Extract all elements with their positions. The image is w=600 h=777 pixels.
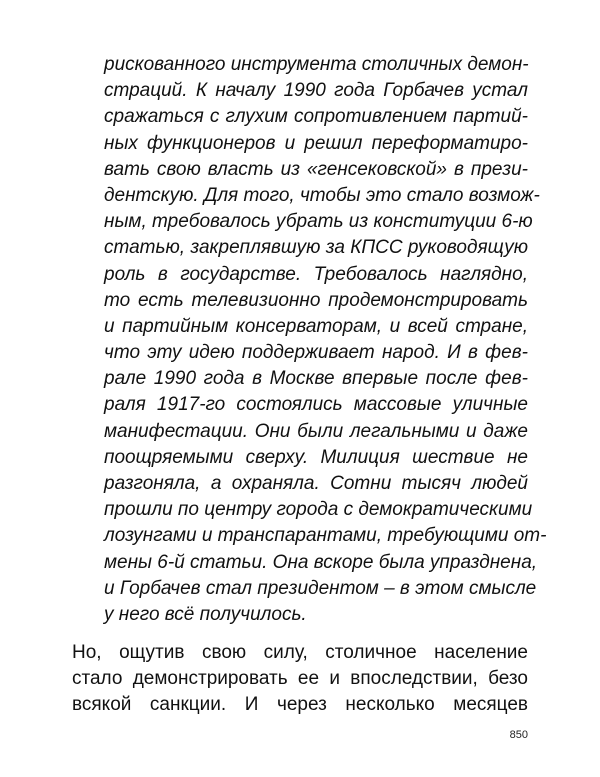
body-line: стало демонстрировать ее и впоследствии, безо [72, 668, 528, 690]
quote-line: роль в государстве. Требовалось наглядно, [104, 263, 528, 285]
quote-line: страций. К началу 1990 года Горбачев устал [104, 80, 528, 102]
quote-line: дентскую. Для того, чтобы это стало возмож- [104, 184, 540, 206]
quote-line: статью, закреплявшую за КПСС руководящую [104, 237, 528, 259]
quote-line: поощряемыми сверху. Милиция шествие не [104, 446, 528, 468]
body-line: всякой санкции. И через несколько месяцев [72, 694, 528, 716]
quote-line: прошли по центру города с демократическими [104, 499, 533, 521]
quote-line: что эту идею поддерживает народ. И в фев- [104, 342, 528, 364]
quote-line: разгоняла, а охраняла. Сотни тысяч людей [104, 473, 528, 494]
quote-line: вать свою власть из «генсековской» в прези- [104, 158, 528, 180]
quote-line: то есть телевизионно продемонстрировать [104, 289, 528, 311]
quote-line: у него всё получилось. [104, 603, 307, 625]
quote-line: мены 6-й статьи. Она вскоре была упразднена, [104, 551, 538, 573]
quote-line: и партийным консерваторам, и всей стране, [104, 315, 528, 337]
quote-line: и Горбачев стал президентом – в этом смысле [104, 577, 537, 599]
quote-line: ных функционеров и решил переформатиро- [104, 132, 528, 154]
quote-line: рале 1990 года в Москве впервые после фев- [104, 368, 528, 390]
quote-line: сражаться с глухим сопротивлением партий- [104, 106, 528, 128]
body-paragraph [72, 640, 528, 719]
quoted-passage [104, 52, 547, 628]
quote-line: манифестации. Они были легальными и даже [104, 420, 528, 442]
quote-line: раля 1917-го состоялись массовые уличные [104, 394, 528, 416]
quote-line: рискованного инструмента столичных демон- [104, 54, 529, 75]
page-number: 850 [509, 729, 528, 741]
body-line: Но, ощутив свою силу, столичное население [72, 642, 528, 663]
quote-line: лозунгами и транспарантами, требующими от- [104, 525, 547, 547]
quote-line: ным, требовалось убрать из конституции 6-ю [104, 211, 533, 233]
